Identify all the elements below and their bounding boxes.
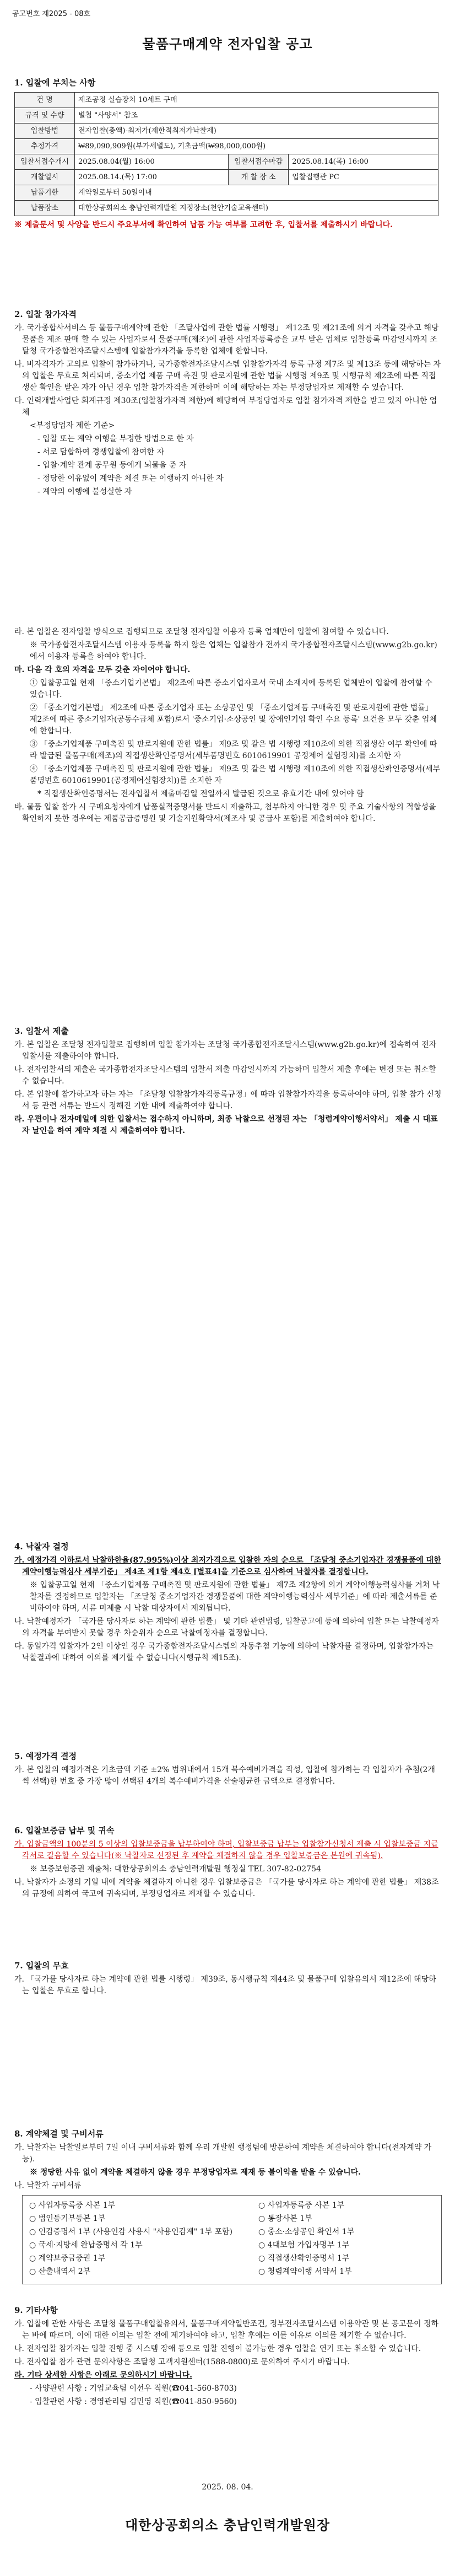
- section-bid-bond: [14, 1825, 442, 1902]
- paragraph: 라. 기타 상세한 사항은 아래로 문의하시기 바랍니다.: [14, 2371, 192, 2380]
- list-item: ③ 「중소기업제품 구매촉진 및 판로지원에 관한 법률」 제9조 및 같은 법 시행령 제10조에 의한 직접생산 여부 확인에 따라 발급된 물품구매(제조)의 직접생산확인증명서(세부품명번호 6010619901 공정제어 실험장치)를 소지한 자: [30, 740, 437, 760]
- list-item: ○ 사업자등록증 사본 1부: [258, 2201, 345, 2210]
- row-value: 전자입찰(총액)-최저가(제한적최저가낙찰제): [75, 124, 438, 139]
- row-value: 대한상공회의소 충남인력개발원 지정장소(천안기술교육센터): [75, 201, 438, 216]
- list-item: ○ 산출내역서 2부: [29, 2267, 91, 2276]
- paragraph: 나. 낙찰자 구비서류: [14, 2181, 82, 2190]
- table-row: [15, 185, 438, 201]
- section-contract: [14, 2128, 442, 2288]
- bid-info-table: [14, 92, 438, 216]
- contact-item: - 사양관련 사항 : 기업교육팀 이선우 직원(☎041-560-8703): [30, 2384, 237, 2393]
- contact-item: - 입찰관련 사항 : 경영관리팀 김민영 직원(☎041-850-9560): [30, 2397, 237, 2406]
- row-label: 납품기한: [15, 185, 75, 201]
- section-title: 7. 입찰의 무효: [14, 1961, 69, 1971]
- list-item: ○ 계약보증금증권 1부: [29, 2254, 106, 2263]
- paragraph: <부정당업자 제한 기준>: [30, 421, 115, 430]
- paragraph: 나. 전자입찰 참가자는 입찰 진행 중 시스템 장애 등으로 입찰 진행이 불가능한 경우 입찰을 연기 또는 취소할 수 있습니다.: [14, 2344, 421, 2353]
- row-label: 개찰일시: [15, 170, 75, 185]
- list-item: ○ 청렴계약이행 서약서 1부: [258, 2267, 352, 2276]
- paragraph-note: ※ 국가종합전자조달시스템 이용자 등록을 하지 않은 업체는 입찰참가 전까지 국가종합전자조달시스템(www.g2b.go.kr)에서 이용자 등록을 하여야 합니다.: [30, 641, 437, 661]
- paragraph: 가. 예정가격 이하로서 낙찰하한율(87.995%)이상 최저가격으로 입찰한 자의 순으로 「조달청 중소기업자간 경쟁물품에 대한 계약이행능력심사 세부기준」 제4조 제1항 제4호 [별표4]을 기준으로 심사하여 낙찰자를 결정합니다.: [14, 1556, 441, 1576]
- paragraph-note: ※ 보증보험증권 제출처: 대한상공회의소 충남인력개발원 행정실 TEL 307-82-02754: [30, 1865, 321, 1874]
- paragraph: 가. 본 입찰은 조달청 전자입찰로 집행하며 입찰 참가자는 조달청 국가종합전자조달시스템(www.g2b.go.kr)에 접속하여 전자입찰서를 제출하여야 합니다.: [14, 1040, 437, 1061]
- row-value: 2025.08.14(목) 16:00: [289, 154, 438, 170]
- notice-number: 공고번호 제2025 - 08호: [12, 10, 91, 18]
- paragraph: 다. 인력개발사업단 회계규정 제30조(입찰참가자격 제한)에 해당하여 부정당업자로 입찰 참가자격 제한을 받고 있지 아니한 업체: [14, 396, 437, 417]
- section-estimated-price: [14, 1751, 442, 1789]
- table-row: [15, 108, 438, 124]
- section-title: 3. 입찰서 제출: [14, 1026, 69, 1036]
- row-label: 규격 및 수량: [15, 108, 75, 124]
- section-bid-items: [14, 77, 442, 233]
- paragraph: 가. 입찰금액의 100분의 5 이상의 입찰보증금을 납부하여야 하며, 입찰보증금 납부는 입찰참가신청서 제출 시 입찰보증금 지급각서로 갈음할 수 있습니다(※ 낙찰자로 선정된 후 계약을 체결하지 않을 경우 입찰보증금은 본원에 귀속됨).: [14, 1840, 438, 1860]
- table-row: [15, 93, 438, 108]
- paragraph: 다. 본 입찰에 참가하고자 하는 자는 「조달청 입찰참가자격등록규정」에 따라 입찰참가자격을 등록하여야 하며, 입찰 참가 신청서 등 관련 서류는 반드시 정해진 기한 내에 제출하여야 합니다.: [14, 1090, 442, 1110]
- paragraph: 나. 비자격자가 고의로 입찰에 참가하거나, 국가종합전자조달시스템 입찰참가자격 등록 규정 제7조 및 제13조 등에 해당하는 자의 입찰은 무효로 처리되며, 중소기업 제품 구매 촉진 및 판로지원에 관한 법률 시행령 제9조 및 시행규칙 제2조에 따른 직접생산 확인을 받은 자가 아닌 경우 입찰 참가자격을 제한하며 이에 해당하는 자는 부정당업자로 제재할 수 있습니다.: [14, 360, 441, 392]
- list-item: ② 「중소기업기본법」 제2조에 따른 중소기업자 또는 소상공인 및 「중소기업제품 구매촉진 및 판로지원에 관한 법률」 제2조에 따른 중소기업자(공동수급체 포함)로서 '중소기업·소상공인 및 장애인기업 확인 수요 등록' 요건을 모두 갖춘 업체에 한합니다.: [30, 704, 437, 736]
- paragraph: 마. 다음 각 호의 자격을 모두 갖춘 자이어야 합니다.: [14, 666, 191, 674]
- paragraph: 나. 낙찰예정자가 「국가를 당사자로 하는 계약에 관한 법률」 및 기타 관련법령, 입찰공고에 등에 의하여 입찰 또는 낙찰예정자의 자격을 부여받지 못할 경우 차순위자 순으로 낙찰예정자를 결정합니다.: [14, 1617, 439, 1638]
- section-title: 8. 계약체결 및 구비서류: [14, 2129, 104, 2139]
- section-bid-submission: [14, 1026, 442, 1139]
- list-item: ④ 「중소기업제품 구매촉진 및 판로지원에 관한 법률」 제9조 및 같은 법 시행령 제10조에 의한 직접생산확인증명서(세부품명번호 6010619901(공정제어실험장치))를 소지한 자: [30, 765, 441, 785]
- paragraph: 가. 국가종합사서비스 등 물품구매계약에 관한 「조달사업에 관한 법률 시행령」 제12조 및 제21조에 의거 자격을 갖추고 해당물품을 제조 판매 할 수 있는 사업자로서 물품구매(제조)에 관한 사업자등록증을 교부 받은 업체로 입찰등록 마감일시까지 조달청 국가종합전자조달시스템에 입찰참가자격을 등록한 업체에 한합니다.: [14, 324, 439, 356]
- row-value: 입찰집행관 PC: [289, 170, 438, 185]
- paragraph: 가. 「국가를 당사자로 하는 계약에 관한 법률 시행령」 제39조, 동시행규칙 제44조 및 물품구매 입찰유의서 제12조에 해당하는 입찰은 무효로 합니다.: [14, 1975, 436, 1995]
- table-row: [15, 201, 438, 216]
- paragraph: 라. 본 입찰은 전자입찰 방식으로 집행되므로 조달청 전자입찰 이용자 등록 업체만이 입찰에 참여할 수 있습니다.: [14, 627, 389, 636]
- list-item: - 정당한 이유없이 계약을 체결 또는 이행하지 아니한 자: [37, 474, 224, 483]
- row-label: 납품장소: [15, 201, 75, 216]
- row-label: 건 명: [15, 93, 75, 108]
- list-item: ○ 직접생산확인증명서 1부: [258, 2254, 350, 2263]
- paragraph: 가. 낙찰자는 낙찰일로부터 7일 이내 구비서류와 함께 우리 개발원 행정팀에 방문하여 계약을 체결하여야 합니다(전자계약 가능).: [14, 2143, 432, 2164]
- row-label: 입찰서접수마감: [229, 154, 289, 170]
- list-item: - 입찰 또는 계약 이행을 부정한 방법으로 한 자: [37, 434, 194, 443]
- list-item: ① 입찰공고일 현재 「중소기업기본법」 제2조에 따른 중소기업자로서 국내 소재지에 등록된 업체만이 입찰에 참여할 수 있습니다.: [30, 679, 432, 699]
- section-title: 6. 입찰보증금 납부 및 귀속: [14, 1826, 115, 1836]
- page-title: 물품구매계약 전자입찰 공고: [142, 36, 313, 52]
- paragraph: 가. 본 입찰의 예정가격은 기초금액 기준 ±2% 범위내에서 15개 복수예비가격을 작성, 입찰에 참가하는 각 입찰자가 추첨(2개씩 선택)한 번호 중 가장 많이 선택된 4개의 복수예비가격을 산술평균한 금액으로 결정합니다.: [14, 1765, 435, 1786]
- paragraph: 라. 우편이나 전자메일에 의한 입찰서는 접수하지 아니하며, 최종 낙찰으로 선정된 자는 「청렴계약이행서약서」 제출 시 대표자 날인을 하여 계약 체결 시 제출하여야 합니다.: [14, 1115, 438, 1135]
- paragraph-note: ※ 입찰공고일 현재 「중소기업제품 구매촉진 및 판로지원에 관한 법률」 제7조 제2항에 의거 계약이행능력심사를 거쳐 낙찰자를 결정하므로 입찰자는 「조달청 중소기업자간 경쟁물품에 대한 계약이행능력심사 세부기준」에 따라 제출서류를 준비하여야 하며, 서류 미제출 시 낙찰 대상자에서 제외됩니다.: [30, 1581, 440, 1613]
- paragraph-note: * 직접생산확인증명서는 전자입찰서 제출마감일 전일까지 발급된 것으로 유효기간 내에 있어야 함: [37, 790, 364, 798]
- row-value: 별첨 "사양서" 참조: [75, 108, 438, 124]
- row-value: ₩89,090,909원(부가세별도), 기초금액(₩98,000,000원): [75, 139, 438, 154]
- paragraph: 다. 전자입찰 참가 관련 문의사항은 조달청 고객지원센터(1588-0800)로 문의하여 주시기 바랍니다.: [14, 2358, 350, 2366]
- list-item: ○ 통장사본 1부: [258, 2214, 312, 2223]
- paragraph: 다. 동일가격 입찰자가 2인 이상인 경우 국가종합전자조달시스템의 자동추첨 기능에 의하여 낙찰자를 결정하며, 입찰참가자는 낙찰결과에 대하여 이의를 제기할 수 없습니다(시행규칙 제15조).: [14, 1642, 434, 1662]
- list-item: - 입찰·계약 관계 공무원 등에게 뇌물을 준 자: [37, 461, 187, 470]
- paragraph: 나. 낙찰자가 소정의 기일 내에 계약을 체결하지 아니한 경우 입찰보증금은 「국가를 당사자로 하는 계약에 관한 법률」 제38조의 규정에 의하여 국고에 귀속되며, 부정당업자로 제재할 수 있습니다.: [14, 1878, 439, 1898]
- table-row: [15, 124, 438, 139]
- row-value: 2025.08.14.(목) 17:00: [75, 170, 229, 185]
- list-item: - 서로 담합하여 경쟁입찰에 참여한 자: [37, 448, 164, 457]
- table-row: [15, 154, 438, 170]
- row-value: 제조공정 실습장치 10세트 구매: [75, 93, 438, 108]
- list-item: ○ 법인등기부등본 1부: [29, 2214, 106, 2223]
- section-title: 1. 입찰에 부치는 사항: [14, 78, 96, 88]
- table-row: [15, 139, 438, 154]
- table-row: [15, 170, 438, 185]
- section-eligibility: [14, 309, 442, 827]
- section-other: [14, 2305, 442, 2409]
- row-label: 입찰방법: [15, 124, 75, 139]
- section-invalid-bids: [14, 1960, 442, 1999]
- paragraph: 바. 물품 입찰 참가 시 구매요청자에게 납품실적증명서를 반드시 제출하고, 첨부하지 아니한 경우 및 주요 기술사항의 적합성을 확인하지 못한 경우에는 제품공급증명원 및 기술지원확약서(제조사 및 공급사 포함)를 제출하여야 합니다.: [14, 803, 436, 823]
- row-label: 개 찰 장 소: [229, 170, 289, 185]
- section-title: 9. 기타사항: [14, 2305, 58, 2315]
- row-label: 입찰서접수개시: [15, 154, 75, 170]
- row-value: 계약일로부터 50일이내: [75, 185, 438, 201]
- organization-signature: 대한상공회의소 충남인력개발원장: [124, 2517, 331, 2533]
- list-item: ○ 국세·지방세 완납증명서 각 1부: [29, 2241, 143, 2250]
- paragraph-note: ※ 정당한 사유 없이 계약을 체결하지 않을 경우 부정당업자로 제재 등 불이익을 받을 수 있습니다.: [30, 2168, 361, 2177]
- section-title: 2. 입찰 참가자격: [14, 309, 77, 319]
- row-label: 추정가격: [15, 139, 75, 154]
- list-item: - 계약의 이행에 불성실한 자: [37, 487, 132, 496]
- list-item: ○ 사업자등록증 사본 1부: [29, 2201, 116, 2210]
- list-item: ○ 인감증명서 1부 (사용인감 사용시 "사용인감계" 1부 포함): [29, 2228, 232, 2236]
- section-title: 4. 낙찰자 결정: [14, 1542, 69, 1552]
- row-value: 2025.08.04(월) 16:00: [75, 154, 229, 170]
- section-winner-decision: [14, 1541, 442, 1666]
- notice-date: 2025. 08. 04.: [202, 2483, 253, 2492]
- section-title: 5. 예정가격 결정: [14, 1751, 77, 1761]
- paragraph: 나. 전자입찰서의 제출은 국가종합전자조달시스템의 입찰서 제출 마감일시까지 가능하며 입찰서 제출 후에는 변경 또는 취소할 수 없습니다.: [14, 1065, 436, 1086]
- paragraph: 가. 입찰에 관한 사항은 조달청 물품구매입찰유의서, 물품구매계약일반조건, 정부전자조달시스템 이용약관 및 본 공고문이 정하는 바에 따르며, 이에 대한 이의는 입찰 전에 제기하여야 하고, 입찰 후에는 이를 이유로 이의를 제기할 수 없습니다.: [14, 2320, 438, 2340]
- section-note: ※ 제출문서 및 사양을 반드시 주요부서에 확인하여 납품 가능 여부를 고려한 후, 입찰서를 제출하시기 바랍니다.: [14, 221, 393, 229]
- list-item: ○ 4대보험 가입자명부 1부: [258, 2241, 350, 2250]
- list-item: ○ 중소·소상공인 확인서 1부: [258, 2228, 355, 2236]
- documents-box: [22, 2195, 442, 2284]
